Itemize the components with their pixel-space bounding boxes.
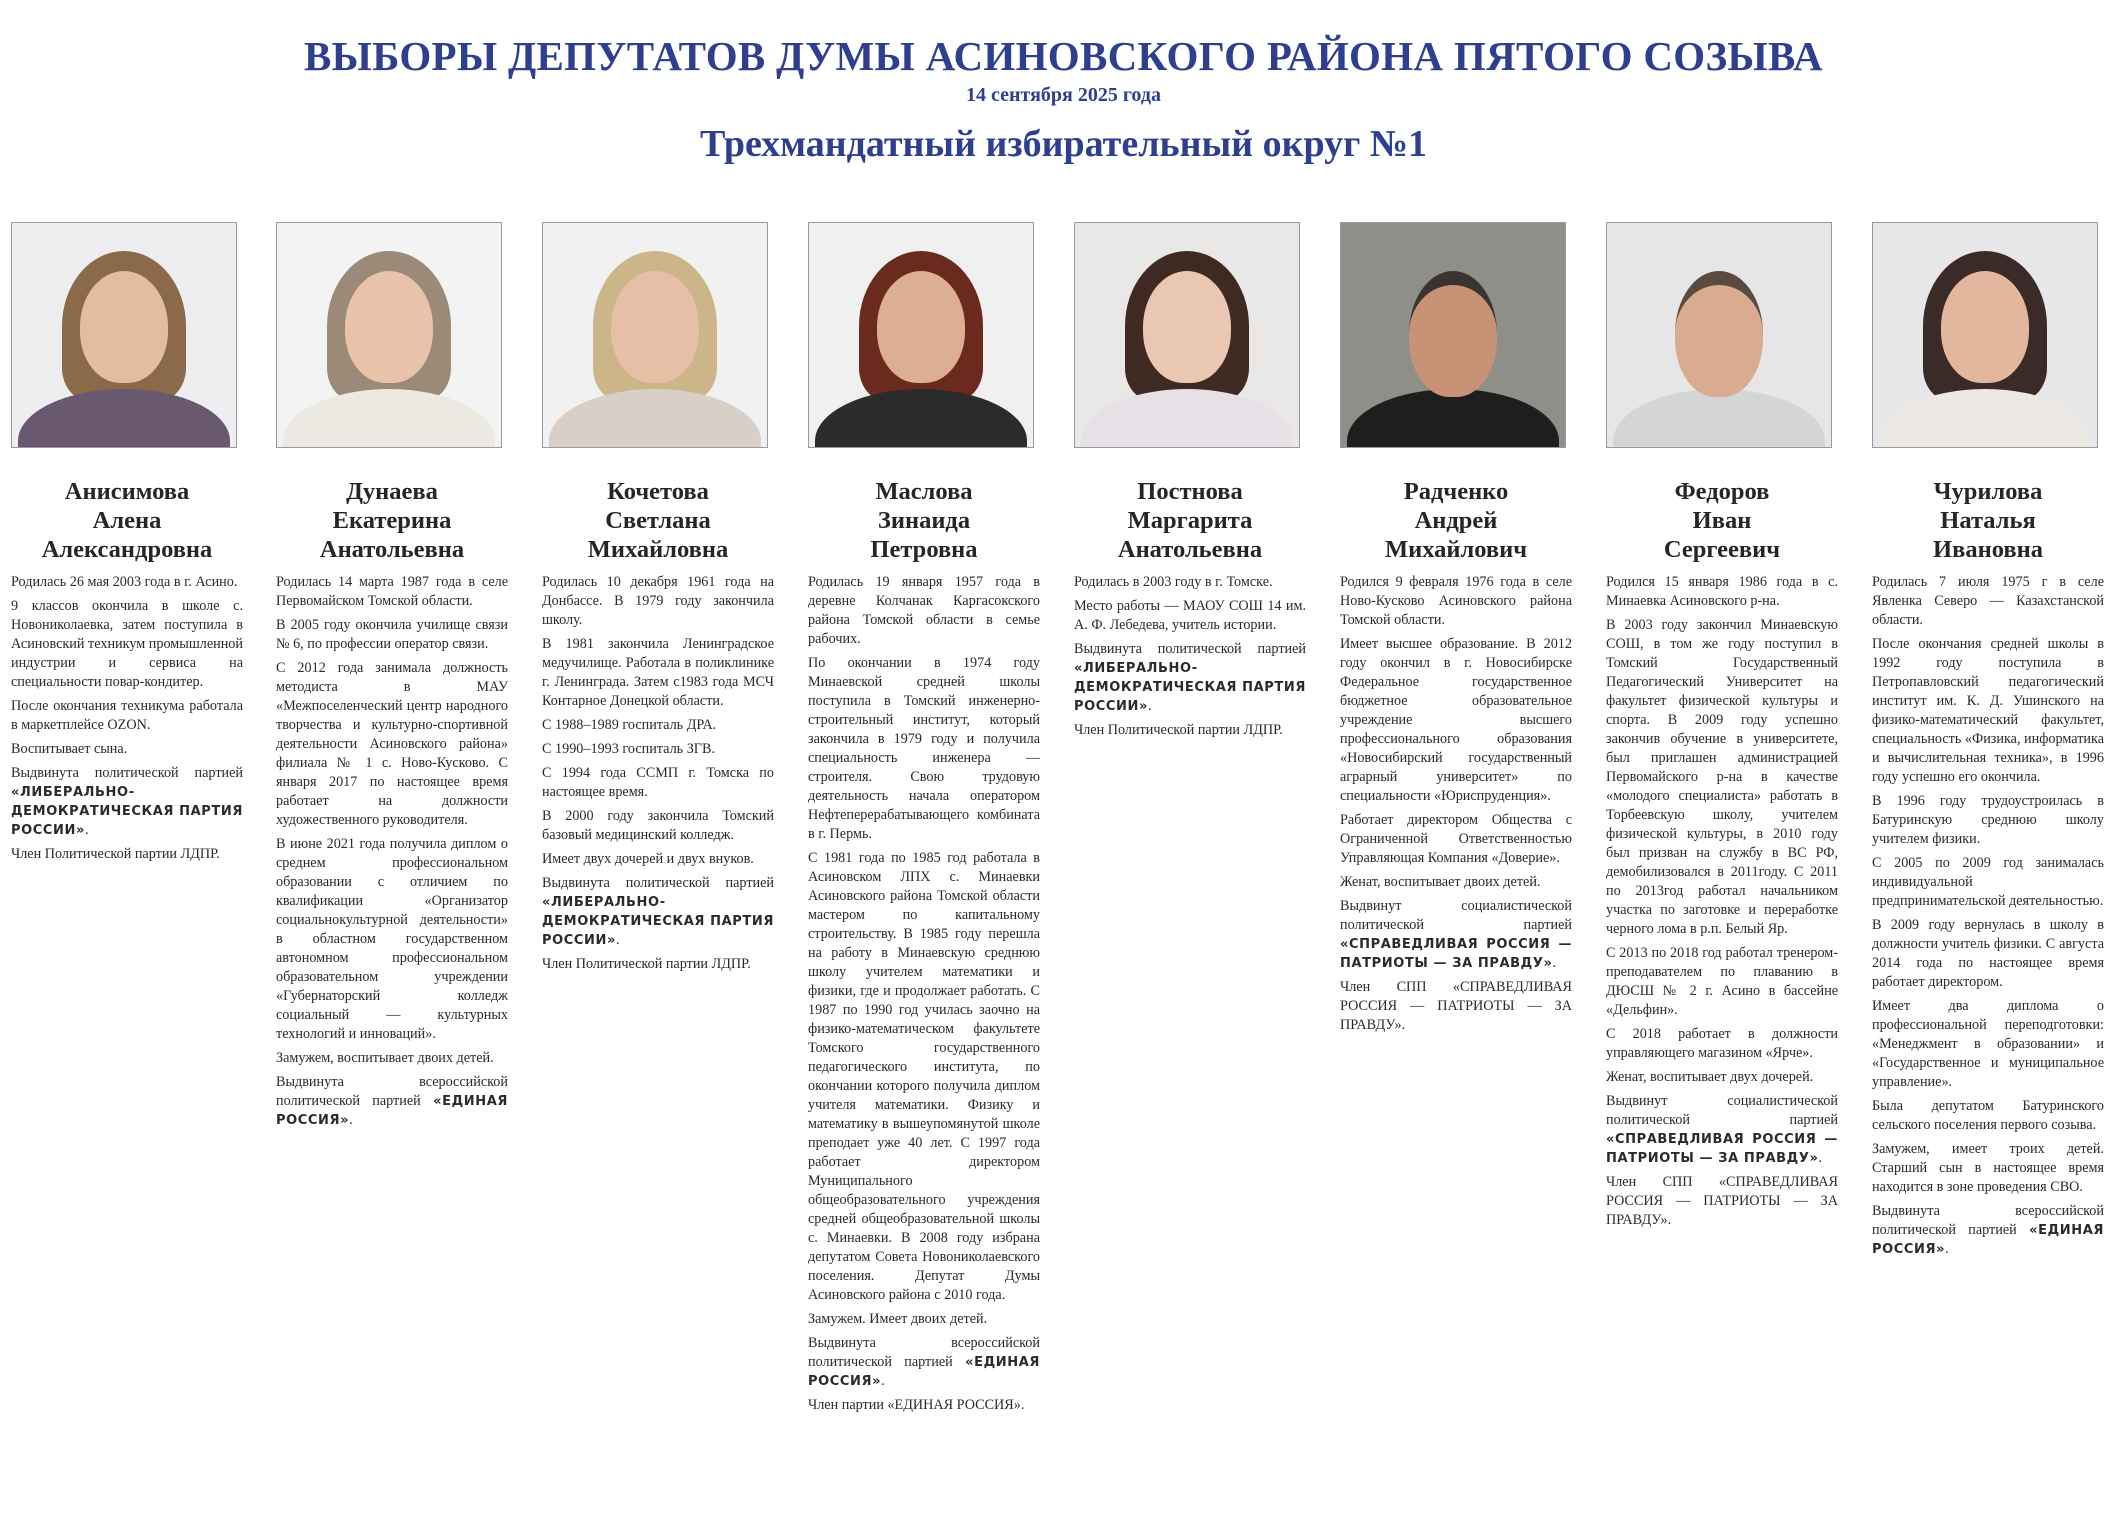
bio-paragraph — [276, 1049, 508, 1068]
candidate-photo — [1074, 222, 1300, 448]
bio-paragraph — [542, 716, 774, 735]
bio-paragraph — [1872, 1140, 2104, 1197]
bio-paragraph — [1872, 997, 2104, 1092]
bio-text: В 1981 закончила Ленинградское медучилище. Работала в поликлинике г. Ленинграда. Затем с1983 года МСЧ Контарное Донецкой области. — [542, 636, 774, 709]
bio-text: С 1988–1989 госпиталь ДРА. — [542, 717, 717, 733]
bio-text: Родился 9 февраля 1976 года в селе Ново-Кусково Асиновского района Томской области. — [1340, 574, 1572, 628]
candidate-card — [808, 222, 1040, 1420]
bio-text: С 2013 по 2018 год работал тренером-преподавателем по плаванию в ДЮСШ № 2 г. Асино в бассейне «Дельфин». — [1606, 945, 1838, 1018]
bio-paragraph — [276, 659, 508, 830]
candidate-first-name: Иван — [1692, 507, 1752, 534]
candidate-surname: Анисимова — [64, 478, 190, 505]
candidate-photo — [542, 222, 768, 448]
bio-text: С 1981 года по 1985 год работала в Асиновском ЛПХ с. Минаевки Асиновского района Томской области мастером по капитальному строительству. В 1985 году перешла на работу в Минаевскую среднюю школу учителем математики и физики, где и продолжает работать. С 1987 по 1990 год училась заочно на физико-математическом факультете Томского государственного педагогического института, по окончании которого получила диплом учителя математики. Физику и математику в вышеупомянутой школе преподает уже 40 лет. С 1997 года работает директором Муниципального общеобразовательного учреждения средней общеобразовательной школы с. Минаевки. В 2008 году избрана депутатом Совета Новониколаевского поселения. Депутат Думы Асиновского района с 2010 года. — [808, 850, 1040, 1303]
bio-paragraph — [1340, 873, 1572, 892]
candidate-name — [1074, 477, 1306, 564]
bio-paragraph — [1340, 811, 1572, 868]
bio-text: С 2005 по 2009 год занималась индивидуальной предпринимательской деятельностью. — [1872, 855, 2104, 909]
bio-text: Замужем, имеет троих детей. Старший сын в настоящее время находится в зоне проведения СВО. — [1872, 1141, 2104, 1195]
candidate-patronymic: Ивановна — [1933, 536, 2043, 563]
bio-text: В 2003 году закончил Минаевскую СОШ, в том же году поступил в Томский Государственный Педагогический Университет на факультет физической культуры и спорта. В 2009 году успешно закончив обучение в университете, был приглашен администрацией Первомайского р-на в качестве «молодого специалиста» работать в Торбеевскую школу, учителем физической культуры, в 2010 году был призван на службу в ВС РФ, демобилизовался в 2011году. С 2011 по 2013год работал начальником участка по заготовке и переработке черного лома в р.п. Белый Яр. — [1606, 617, 1838, 937]
bio-text: Замужем, воспитывает двоих детей. — [276, 1050, 494, 1066]
candidate-bio — [11, 573, 243, 864]
bio-text: В 2009 году вернулась в школу в должности учитель физики. С августа 2014 года по настоящее время работает директором. — [1872, 917, 2104, 990]
candidate-name — [808, 477, 1040, 564]
bio-text: Родилась 19 января 1957 года в деревне Колчанак Каргасокского района Томской области в семье рабочих. — [808, 574, 1040, 647]
candidate-surname: Кочетова — [607, 478, 709, 505]
bio-paragraph — [808, 1396, 1040, 1415]
candidate-card — [542, 222, 774, 979]
bio-paragraph — [11, 573, 243, 592]
bio-text: После окончания техникума работала в маркетплейсе OZON. — [11, 698, 243, 733]
bio-paragraph — [1606, 1068, 1838, 1087]
candidate-surname: Постнова — [1137, 478, 1243, 505]
bio-paragraph — [542, 874, 774, 950]
bio-paragraph — [1074, 573, 1306, 592]
bio-paragraph — [1074, 640, 1306, 716]
candidate-photo — [276, 222, 502, 448]
bio-paragraph — [808, 1310, 1040, 1329]
district-title: Трехмандатный избирательный округ №1 — [699, 123, 1428, 165]
bio-text: По окончании в 1974 году Минаевской средней школы поступила в Томский инженерно-строительный институт, который закончила в 1979 году и получила специальность инженера — строителя. Свою трудовую деятельность начала оператором Нефтеперерабатывающего комбината в г. Пермь. — [808, 655, 1040, 842]
candidate-card — [1872, 222, 2104, 1264]
party-name: «ЛИБЕРАЛЬНО-ДЕМОКРАТИЧЕСКАЯ ПАРТИЯ РОССИИ» — [11, 785, 243, 838]
party-name: «СПРАВЕДЛИВАЯ РОССИЯ — ПАТРИОТЫ — ЗА ПРАВДУ» — [1340, 937, 1572, 971]
bio-paragraph — [276, 835, 508, 1044]
candidate-photo — [1340, 222, 1566, 448]
bio-text: С 1994 года ССМП г. Томска по настоящее время. — [542, 765, 774, 800]
candidate-card — [1606, 222, 1838, 1235]
bio-text: Член Политической партии ЛДПР. — [542, 956, 751, 972]
candidate-surname: Федоров — [1674, 478, 1770, 505]
bio-text: В июне 2021 года получила диплом о среднем профессиональном образовании с отличием по квалификации «Организатор социальнокультурной деятельности» в областном государственном автономном профессиональном образовательном учреждении «Губернаторский колледж социальный — культурных технологий и инноваций». — [276, 836, 508, 1042]
bio-text-end: . — [616, 932, 620, 948]
bio-text: Родилась 10 декабря 1961 года на Донбассе. В 1979 году закончила школу. — [542, 574, 774, 628]
bio-paragraph — [1872, 792, 2104, 849]
bio-text: В 1996 году трудоустроилась в Батуринскую среднюю школу учителем физики. — [1872, 793, 2104, 847]
bio-text: После окончания средней школы в 1992 году поступила в Петропавловский педагогический институт им. К. Д. Ушинского на физико-математический факультет, специальность «Физика, информатика и вычислительная техника», в 1996 году успешно его окончила. — [1872, 636, 2104, 785]
candidate-first-name: Светлана — [605, 507, 711, 534]
candidate-card — [11, 222, 243, 869]
candidate-first-name: Зинаида — [877, 507, 971, 534]
candidate-surname: Дунаева — [346, 478, 438, 505]
bio-text-end: . — [1818, 1150, 1823, 1166]
bio-paragraph — [1872, 1097, 2104, 1135]
candidate-patronymic: Александровна — [41, 536, 213, 563]
candidate-name — [276, 477, 508, 564]
bio-text: Имеет двух дочерей и двух внуков. — [542, 851, 754, 867]
candidate-surname: Чурилова — [1933, 478, 2043, 505]
bio-paragraph — [542, 635, 774, 711]
bio-paragraph — [1606, 573, 1838, 611]
candidate-first-name: Екатерина — [332, 507, 452, 534]
candidate-first-name: Наталья — [1940, 507, 2036, 534]
bio-paragraph — [1074, 721, 1306, 740]
bio-text: Место работы — МАОУ СОШ 14 им. А. Ф. Лебедева, учитель истории. — [1074, 598, 1306, 633]
bio-text: Родилась 26 мая 2003 года в г. Асино. — [11, 574, 238, 590]
bio-paragraph — [276, 1073, 508, 1130]
bio-text-end: . — [85, 822, 89, 838]
bio-text: С 2012 года занимала должность методиста в МАУ «Межпоселенческий центр народного творчества и культурно-спортивной деятельности Асиновского района» филиала № 1 с. Ново-Кусково. С января 2017 по настоящее время работает на должности художественного руководителя. — [276, 660, 508, 828]
bio-paragraph — [1606, 1025, 1838, 1063]
bio-text: Член партии «ЕДИНАЯ РОССИЯ». — [808, 1397, 1025, 1413]
candidate-photo — [1606, 222, 1832, 448]
candidate-bio — [276, 573, 508, 1130]
bio-paragraph — [1872, 916, 2104, 992]
bio-text-end: . — [349, 1112, 353, 1128]
bio-paragraph — [808, 654, 1040, 844]
candidate-patronymic: Анатольевна — [1117, 536, 1263, 563]
bio-paragraph — [542, 955, 774, 974]
party-name: «ЕДИНАЯ РОССИЯ» — [276, 1094, 508, 1128]
bio-paragraph — [1340, 897, 1572, 973]
bio-paragraph — [1340, 978, 1572, 1035]
candidate-name — [1606, 477, 1838, 564]
bio-text: В 2000 году закончила Томский базовый медицинский колледж. — [542, 808, 774, 843]
bio-text-end: . — [1945, 1241, 1949, 1257]
candidate-card — [1340, 222, 1572, 1040]
bio-paragraph — [808, 849, 1040, 1305]
bio-text-end: . — [1148, 698, 1152, 714]
candidate-bio — [542, 573, 774, 974]
bio-text: Воспитывает сына. — [11, 741, 128, 757]
bio-text: Работает директором Общества с Ограниченной Ответственностью Управляющая Компания «Доверие». — [1340, 812, 1572, 866]
bio-text: Выдвинута политической партией — [542, 875, 774, 891]
bio-paragraph — [11, 740, 243, 759]
bio-text: Член СПП «СПРАВЕДЛИВАЯ РОССИЯ — ПАТРИОТЫ — ЗА ПРАВДУ». — [1606, 1174, 1838, 1228]
bio-text: 9 классов окончила в школе с. Новониколаевка, затем поступила в Асиновский техникум промышленной индустрии и сервиса на специальности повар-кондитер. — [11, 598, 243, 690]
candidate-name — [11, 477, 243, 564]
bio-text: Выдвинута политической партией — [11, 765, 243, 781]
party-name: «ЛИБЕРАЛЬНО-ДЕМОКРАТИЧЕСКАЯ ПАРТИЯ РОССИИ» — [542, 895, 774, 948]
bio-text: Выдвинута политической партией — [1074, 641, 1306, 657]
bio-paragraph — [1872, 635, 2104, 787]
party-name: «ЕДИНАЯ РОССИЯ» — [808, 1355, 1040, 1389]
party-name: «ЕДИНАЯ РОССИЯ» — [1872, 1223, 2104, 1257]
bio-paragraph — [1606, 1092, 1838, 1168]
party-name: «ЛИБЕРАЛЬНО-ДЕМОКРАТИЧЕСКАЯ ПАРТИЯ РОССИИ» — [1074, 661, 1306, 714]
bio-text: Родилась 7 июля 1975 г в селе Явленка Северо — Казахстанской области. — [1872, 574, 2104, 628]
bio-paragraph — [1606, 616, 1838, 939]
bio-text: Член Политической партии ЛДПР. — [11, 846, 220, 862]
bio-text: Выдвинута всероссийской политической партией — [276, 1074, 508, 1109]
candidate-name — [1340, 477, 1572, 564]
candidate-first-name: Алена — [92, 507, 162, 534]
candidate-bio — [1606, 573, 1838, 1230]
bio-text: Имеет два диплома о профессиональной переподготовки: «Менеджмент в образовании» и «Государственное и муниципальное управление». — [1872, 998, 2104, 1090]
candidate-patronymic: Анатольевна — [319, 536, 465, 563]
bio-text: Выдвинута всероссийской политической партией — [1872, 1203, 2104, 1238]
candidate-photo — [11, 222, 237, 448]
bio-text-end: . — [881, 1373, 885, 1389]
bio-text: Выдвинута всероссийской политической партией — [808, 1335, 1040, 1370]
candidate-photo — [808, 222, 1034, 448]
bio-text: Член Политической партии ЛДПР. — [1074, 722, 1283, 738]
bio-paragraph — [1606, 1173, 1838, 1230]
bio-paragraph — [542, 573, 774, 630]
bio-text: Родился 15 января 1986 года в с. Минаевка Асиновского р-на. — [1606, 574, 1838, 609]
bio-text: Выдвинут социалистической политической партией — [1606, 1093, 1838, 1128]
bio-text: С 2018 работает в должности управляющего магазином «Ярче». — [1606, 1026, 1838, 1061]
bio-paragraph — [1872, 854, 2104, 911]
bio-text: Выдвинут социалистической политической партией — [1340, 898, 1572, 933]
bio-paragraph — [276, 573, 508, 611]
bio-text: Женат, воспитывает двух дочерей. — [1606, 1069, 1814, 1085]
bio-text: В 2005 году окончила училище связи № 6, по профессии оператор связи. — [276, 617, 508, 652]
candidate-patronymic: Михайлович — [1384, 536, 1528, 563]
bio-paragraph — [1606, 944, 1838, 1020]
bio-text: С 1990–1993 госпиталь ЗГВ. — [542, 741, 716, 757]
bio-paragraph — [11, 697, 243, 735]
bio-paragraph — [11, 597, 243, 692]
candidate-card — [1074, 222, 1306, 745]
bio-paragraph — [1340, 573, 1572, 630]
candidate-photo — [1872, 222, 2098, 448]
page-title: ВЫБОРЫ ДЕПУТАТОВ ДУМЫ АСИНОВСКОГО РАЙОНА ПЯТОГО СОЗЫВА — [304, 33, 1823, 79]
candidate-surname: Маслова — [875, 478, 973, 505]
bio-text: Член СПП «СПРАВЕДЛИВАЯ РОССИЯ — ПАТРИОТЫ — ЗА ПРАВДУ». — [1340, 979, 1572, 1033]
candidate-bio — [808, 573, 1040, 1415]
bio-paragraph — [542, 740, 774, 759]
candidate-patronymic: Петровна — [870, 536, 978, 563]
bio-paragraph — [542, 807, 774, 845]
candidate-bio — [1074, 573, 1306, 740]
candidate-first-name: Маргарита — [1127, 507, 1253, 534]
bio-text: Замужем. Имеет двоих детей. — [808, 1311, 988, 1327]
party-name: «СПРАВЕДЛИВАЯ РОССИЯ — ПАТРИОТЫ — ЗА ПРАВДУ» — [1606, 1132, 1838, 1166]
bio-paragraph — [808, 573, 1040, 649]
bio-paragraph — [11, 764, 243, 840]
election-date: 14 сентября 2025 года — [966, 84, 1161, 106]
bio-paragraph — [542, 764, 774, 802]
candidate-bio — [1872, 573, 2104, 1259]
bio-text: Родилась в 2003 году в г. Томске. — [1074, 574, 1273, 590]
bio-text: Родилась 14 марта 1987 года в селе Первомайском Томской области. — [276, 574, 508, 609]
bio-paragraph — [1872, 573, 2104, 630]
candidate-name — [542, 477, 774, 564]
bio-paragraph — [1872, 1202, 2104, 1259]
candidate-card — [276, 222, 508, 1135]
bio-text-end: . — [1552, 955, 1557, 971]
candidate-patronymic: Сергеевич — [1663, 536, 1781, 563]
bio-paragraph — [808, 1334, 1040, 1391]
bio-paragraph — [276, 616, 508, 654]
bio-paragraph — [542, 850, 774, 869]
candidate-surname: Радченко — [1403, 478, 1509, 505]
candidate-first-name: Андрей — [1414, 507, 1498, 534]
candidate-bio — [1340, 573, 1572, 1035]
bio-paragraph — [1074, 597, 1306, 635]
bio-text: Женат, воспитывает двоих детей. — [1340, 874, 1541, 890]
bio-text: Была депутатом Батуринского сельского поселения первого созыва. — [1872, 1098, 2104, 1133]
candidate-name — [1872, 477, 2104, 564]
bio-paragraph — [11, 845, 243, 864]
bio-text: Имеет высшее образование. В 2012 году окончил в г. Новосибирске Федеральное государственное бюджетное образовательное учреждение высшего профессионального образования «Новосибирский государственный аграрный университет» по специальности «Юриспруденция». — [1340, 636, 1572, 804]
candidate-patronymic: Михайловна — [587, 536, 729, 563]
bio-paragraph — [1340, 635, 1572, 806]
